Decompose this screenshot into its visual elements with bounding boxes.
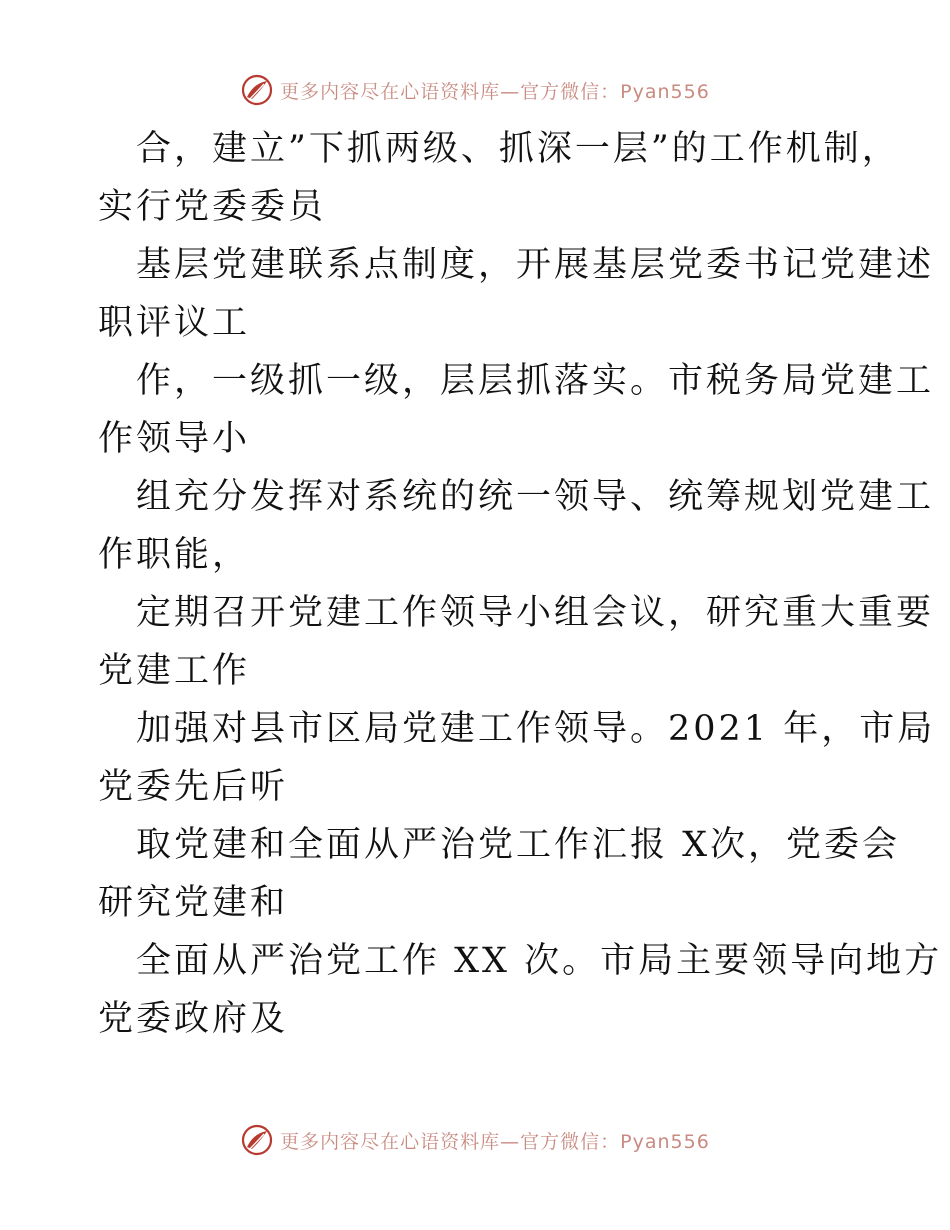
footer-banner-text: 更多内容尽在心语资料库—官方微信：Pyan556	[280, 1130, 710, 1153]
text-line: 职评议工	[98, 303, 251, 343]
text-line: 实行党委委员	[98, 187, 327, 227]
text-line: 合，建立”下抓两级、抓深一层”的工作机制，	[136, 129, 900, 169]
text-line: 作，一级抓一级，层层抓落实。市税务局党建工	[136, 361, 935, 401]
text-line: 党委先后听	[98, 767, 289, 807]
document-body	[98, 120, 943, 1048]
header-banner-text: 更多内容尽在心语资料库—官方微信：Pyan556	[280, 80, 710, 103]
footer-banner	[0, 1120, 950, 1160]
header-banner	[0, 70, 950, 110]
text-line: 加强对县市区局党建工作领导。2021 年，市局	[136, 709, 936, 749]
text-line: 党委政府及	[98, 999, 289, 1039]
text-line: 全面从严治党工作 XX 次。市局主要领导向地方	[136, 941, 943, 981]
pen-nib-logo-icon	[240, 73, 274, 107]
text-line: 研究党建和	[98, 883, 289, 923]
pen-nib-logo-icon	[240, 1123, 274, 1157]
text-line: 取党建和全面从严治党工作汇报 X次，党委会	[136, 825, 901, 865]
text-line: 基层党建联系点制度，开展基层党委书记党建述	[136, 245, 935, 285]
text-line: 组充分发挥对系统的统一领导、统筹规划党建工	[136, 477, 935, 517]
text-line: 作领导小	[98, 419, 251, 459]
text-line: 党建工作	[98, 651, 251, 691]
text-line: 定期召开党建工作领导小组会议，研究重大重要	[136, 593, 935, 633]
text-line: 作职能，	[98, 535, 251, 575]
